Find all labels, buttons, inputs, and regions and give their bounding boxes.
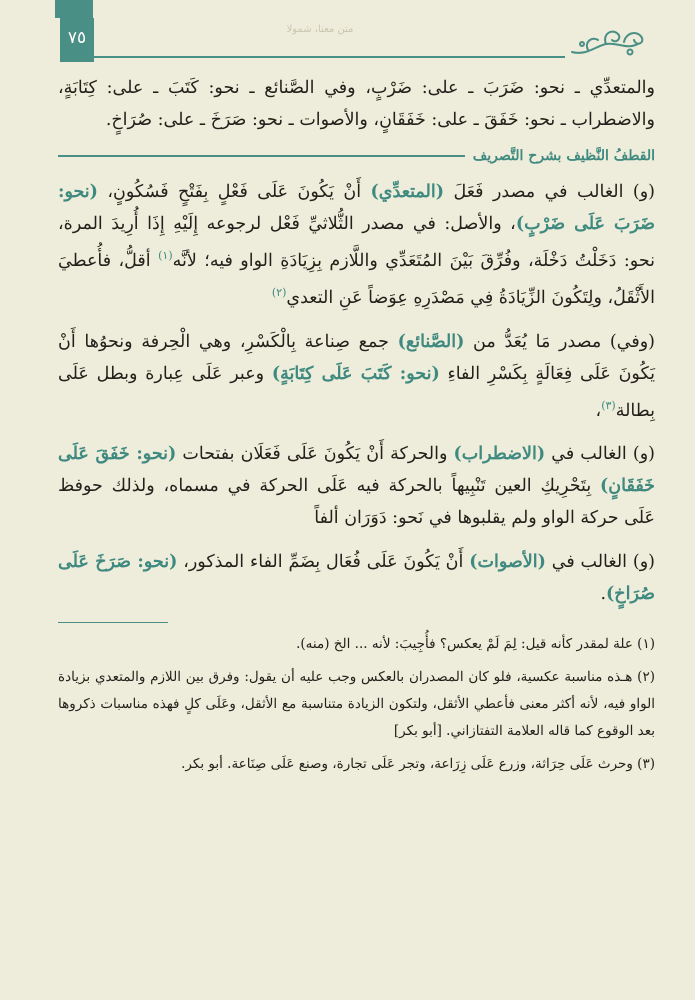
text-run: (و) الغالب في: [545, 444, 655, 465]
highlight-run: (نحو: ضَرَبَ عَلَى ضَرْبٍ): [58, 182, 655, 234]
footnote-1: (١) علة لمقدر كأنه قيل: لِمَ لَمْ يعكس؟ فأُجِيبَ: لأنه ... الخ (منه).: [296, 636, 655, 653]
text-run: ،: [595, 400, 602, 421]
footnotes: [58, 631, 655, 778]
header-rule: [94, 56, 565, 58]
text-run: جمع صِناعة بِالْكَسْرِ، وهي الْحِرفة ونحوُها أَنْ يَكُونَ عَلَى فِعَالَةٍ بِكَسْرِ الفاءِ: [58, 331, 656, 384]
commentary-paragraph-3: [58, 438, 655, 534]
text-run: (و) الغالب في: [545, 552, 655, 573]
highlight-run: (نحو: كَتَبَ عَلَى كِتَابَةٍ): [271, 363, 440, 384]
text-run: .: [600, 584, 607, 605]
text-run: (و) الغالب في مصدر فَعَلَ: [444, 182, 655, 202]
top-border: [0, 0, 695, 18]
text-run: وعبر عَلَى عِبارة وبطل عَلَى بِطالة: [58, 363, 655, 421]
highlight-run: (الصَّنائع): [397, 331, 465, 352]
top-border-accent: [55, 0, 93, 18]
commentary-title-rule: [58, 155, 465, 157]
footnote-2: (٢) هـذه مناسبة عكسية، فلو كان المصدران بالعكس وجب عليه أن يقول: وفرق بين اللازم والمتعدي بزيادة الواو فيه، لأنه أكثر معنى فأعطي الأثقل، ولتكون الزيادة متناسبة مع الأثقل، وعَلَى كلٍ فهذه مناسبات ذكروها بعد الوقوع كما قاله العلامة التفتازاني. [أبو بكر]: [58, 669, 655, 740]
highlight-run: (الاضطراب): [453, 444, 546, 465]
highlight-run: (الأصوات): [469, 552, 546, 573]
page-content: [58, 72, 655, 784]
footnote-marker[interactable]: (٢): [271, 285, 287, 299]
text-run: والحركة أَنْ يَكُونَ عَلَى فَعَلَان بفتحات: [176, 444, 454, 465]
text-run: بِتَحْرِيكِ العين تَنْبِيهاً بالحركة فيه عَلَى الحركة في مسماه، ولذلك حوفظ عَلَى حركة الواو ولم يقلبوها في نَحو: دَوَرَان ألفاً: [58, 476, 655, 529]
commentary-title-bar: [58, 148, 655, 164]
highlight-run: (نحو: صَرَخَ عَلَى صُرَاخٍ): [58, 552, 655, 605]
commentary-title: القطفُ النَّظيف بشرح التَّصريف: [472, 148, 655, 164]
commentary-paragraph-2: [58, 326, 655, 427]
text-run: أَنْ يَكُونَ عَلَى فُعَال بِضَمِّ الفاء المذكور،: [177, 552, 470, 573]
faint-running-title: متن معنا، شمولا: [286, 24, 354, 35]
footnote-separator: [58, 622, 168, 623]
commentary-paragraph-4: [58, 546, 655, 610]
footnote-marker[interactable]: (٣): [601, 398, 616, 412]
footnote-3: (٣) وحرث عَلَى حِرَاثة، وزرع عَلَى زِرَاعة، وتجر عَلَى تجارة، وصنع عَلَى صِنَاعة. أبو بكر.: [181, 756, 655, 773]
text-run: أقلُّ، فأُعطيَ الأَثْقَلُ، ولِتَكُونَ الزِّيَادَةُ فِي مَصْدَرِهِ عِوَضاً عَنِ التعدي: [58, 250, 655, 308]
page-number: ٧٥: [60, 18, 94, 62]
floral-ornament-icon: [568, 22, 648, 62]
text-run: أَنْ يَكُونَ عَلَى فَعْلٍ بِفَتْحٍ فَسُكُونٍ،: [97, 182, 371, 202]
highlight-run: (المتعدِّي): [370, 182, 445, 202]
text-run: ، والأصل: في مصدر الثُّلاثيِّ فَعْل لرجوعه إِلَيْهِ إِذَا أُرِيدَ المرة، نحو: دَخَلْتُ دَخْلَة، وفُرِّقَ بَيْنَ المُتَعَدِّي واللَّازم بِزِيَادَةِ الواو فيه؛ لأنَّه: [58, 214, 655, 271]
commentary-paragraph-1: [58, 176, 655, 314]
text-run: (وفي) مصدر مَا يُعَدُّ من: [464, 331, 655, 352]
highlight-run: (نحو: خَفَقَ عَلَى خَفَقَانٍ): [58, 444, 655, 497]
footnote-marker[interactable]: (١): [158, 249, 173, 262]
main-text-line: والمتعدِّي ـ نحو: ضَرَبَ ـ على: ضَرْبٍ، وفي الصَّنائع ـ نحو: كَتَبَ ـ على: كِتَابَةٍ، والاضطراب ـ نحو: خَفَقَ ـ على: خَفَقَانٍ، والأصوات ـ نحو: صَرَخَ ـ على: صُرَاخٍ.: [58, 78, 655, 130]
main-text: [58, 72, 655, 136]
